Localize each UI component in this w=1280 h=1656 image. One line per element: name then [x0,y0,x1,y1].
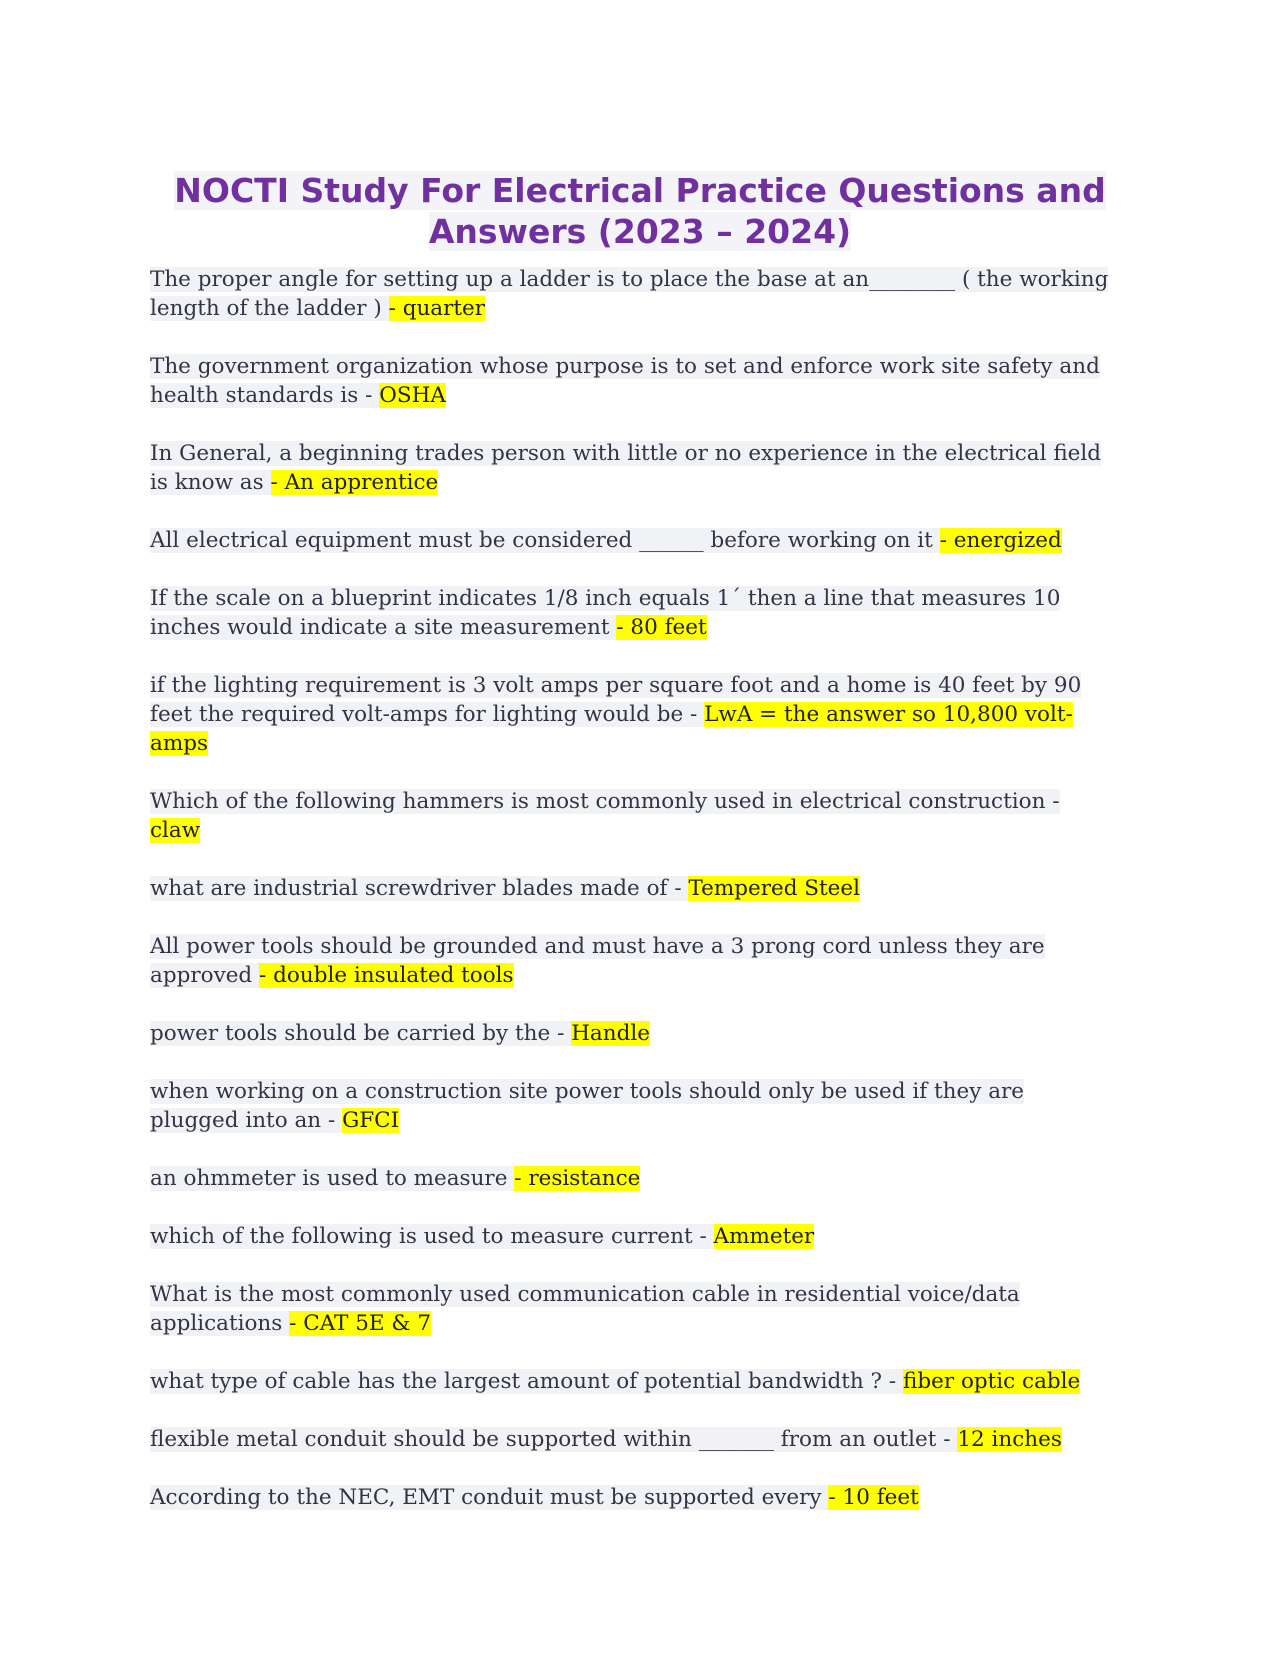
question-text: In General, a beginning trades person with little or no experience in the electrical field is know as [150,441,1102,495]
highlighted-answer: - 80 feet [616,615,707,640]
question-text: what type of cable has the largest amount of potential bandwidth ? - [150,1369,904,1394]
qa-item [150,265,1110,323]
question-text: what are industrial screwdriver blades made of - [150,876,689,901]
qa-item [150,584,1110,642]
highlighted-answer: Handle [571,1021,650,1046]
qa-item [150,1367,1110,1396]
qa-list [150,265,1110,1541]
highlighted-answer: - resistance [514,1166,641,1191]
qa-item [150,1077,1110,1135]
qa-item [150,1164,1110,1193]
question-text: flexible metal conduit should be supported within _______ from an outlet - [150,1427,958,1452]
qa-item [150,1483,1110,1512]
question-text: when working on a construction site power tools should only be used if they are plugged into an - [150,1079,1025,1133]
question-text: What is the most commonly used communication cable in residential voice/data applications [150,1282,1020,1336]
highlighted-answer: Ammeter [713,1224,815,1249]
qa-item [150,1222,1110,1251]
question-text: All power tools should be grounded and must have a 3 prong cord unless they are approved [150,934,1045,988]
document-title-text: NOCTI Study For Electrical Practice Questions and Answers (2023 – 2024) [174,171,1106,252]
highlighted-answer: claw [150,818,201,843]
qa-item [150,874,1110,903]
highlighted-answer: - quarter [388,296,486,321]
document-title [150,170,1130,252]
question-text: If the scale on a blueprint indicates 1/8 inch equals 1´ then a line that measures 10 inches would indicate a site measurement [150,586,1061,640]
highlighted-answer: - An apprentice [270,470,439,495]
qa-item [150,671,1110,758]
question-text: if the lighting requirement is 3 volt amps per square foot and a home is 40 feet by 90 feet the required volt-amps for lighting would be - [150,673,1082,727]
highlighted-answer: 12 inches [957,1427,1062,1452]
highlighted-answer: - 10 feet [828,1485,919,1510]
qa-item [150,932,1110,990]
question-text: which of the following is used to measure current - [150,1224,714,1249]
highlighted-answer: - energized [939,528,1062,553]
question-text: The proper angle for setting up a ladder is to place the base at an________ ( the working length of the ladder ) [150,267,1109,321]
highlighted-answer: - double insulated tools [259,963,514,988]
qa-item [150,526,1110,555]
qa-item [150,352,1110,410]
qa-item [150,1280,1110,1338]
question-text: All electrical equipment must be considered ______ before working on it [150,528,940,553]
question-text: The government organization whose purpose is to set and enforce work site safety and health standards is - [150,354,1100,408]
highlighted-answer: LwA = the answer so 10,800 volt-amps [150,702,1073,756]
highlighted-answer: fiber optic cable [903,1369,1081,1394]
question-text: According to the NEC, EMT conduit must be supported every [150,1485,829,1510]
question-text: an ohmmeter is used to measure [150,1166,515,1191]
question-text: power tools should be carried by the - [150,1021,572,1046]
highlighted-answer: OSHA [379,383,446,408]
question-text: Which of the following hammers is most commonly used in electrical construction - [150,789,1060,814]
qa-item [150,1425,1110,1454]
highlighted-answer: GFCI [342,1108,400,1133]
highlighted-answer: - CAT 5E & 7 [289,1311,432,1336]
qa-item [150,787,1110,845]
highlighted-answer: Tempered Steel [688,876,860,901]
qa-item [150,439,1110,497]
qa-item [150,1019,1110,1048]
